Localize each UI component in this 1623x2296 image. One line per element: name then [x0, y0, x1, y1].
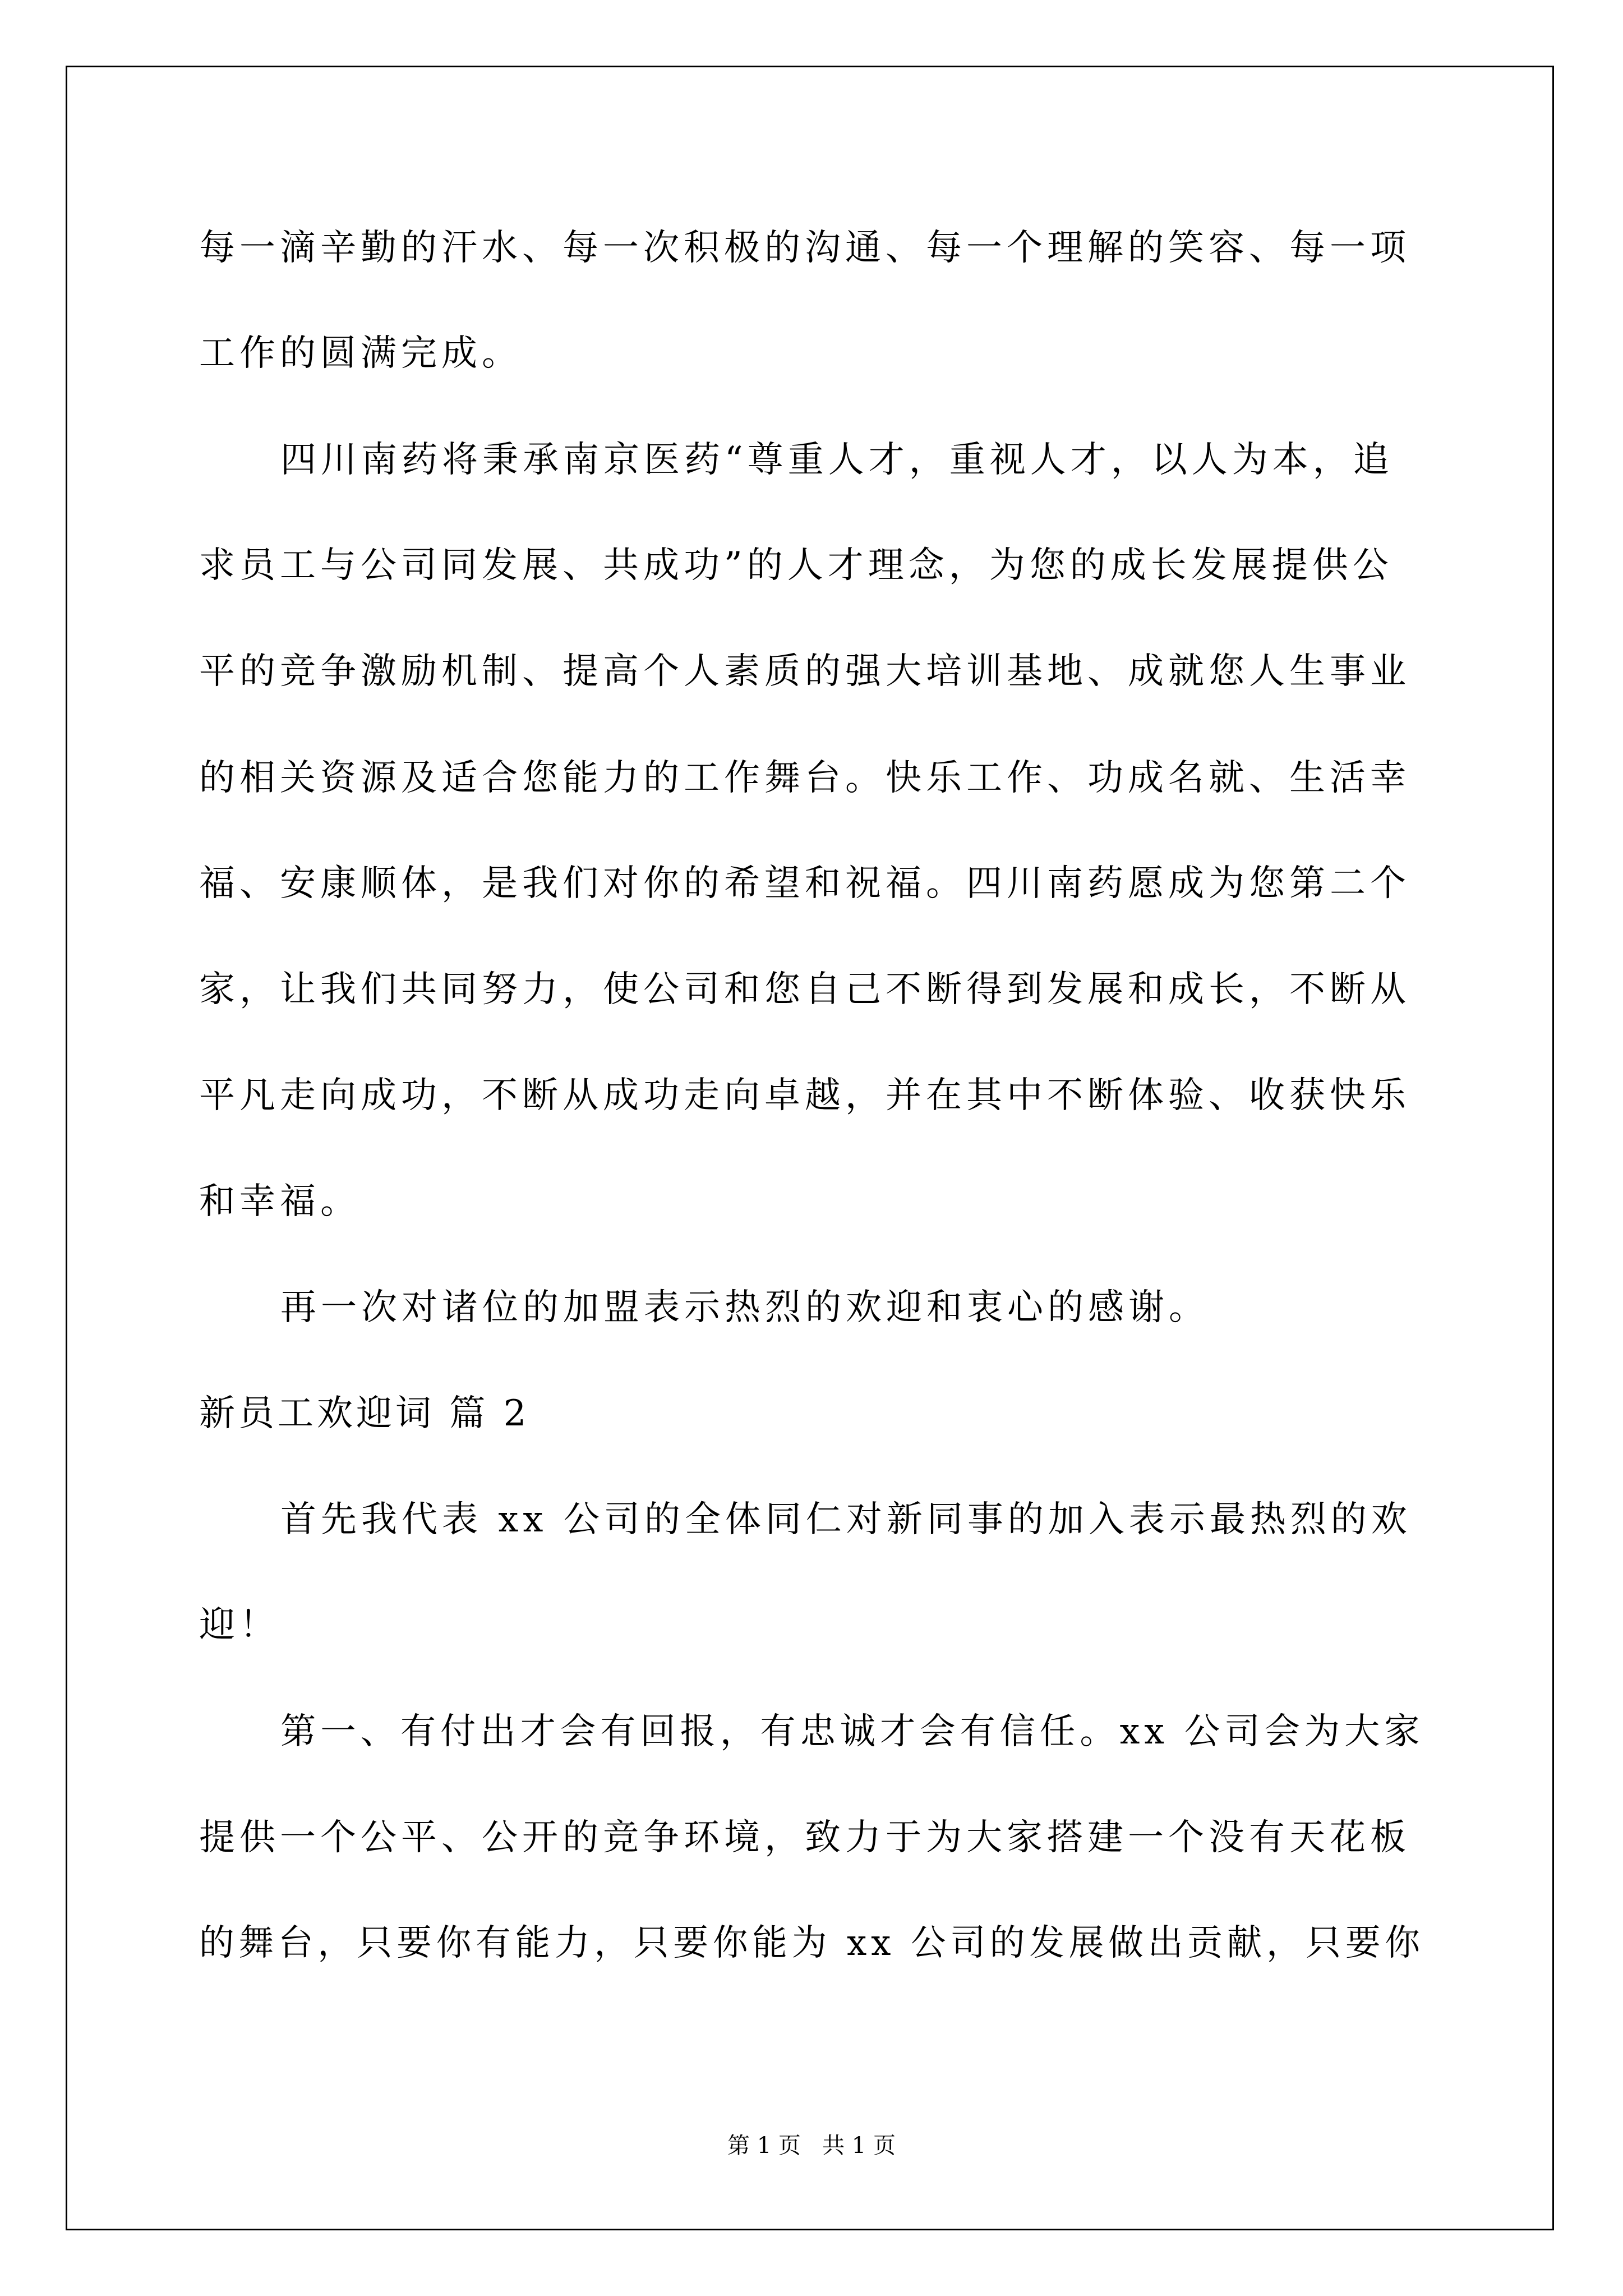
body-line-2: 工作的圆满完成。	[199, 333, 522, 374]
body-line-3: 四川南药将秉承南京医药“尊重人才，重视人才，以人为本，追	[280, 439, 1394, 481]
body-line-1: 每一滴辛勤的汗水、每一次积极的沟通、每一个理解的笑容、每一项	[199, 227, 1410, 269]
body-line-15: 第一、有付出才会有回报，有忠诚才会有信任。xx 公司会为大家	[280, 1711, 1424, 1752]
body-line-7: 福、安康顺体，是我们对你的希望和祝福。四川南药愿成为您第二个	[199, 863, 1410, 904]
body-line-6: 的相关资源及适合您能力的工作舞台。快乐工作、功成名就、生活幸	[199, 757, 1410, 799]
body-line-10: 和幸福。	[199, 1181, 361, 1222]
body-line-13: 首先我代表 xx 公司的全体同仁对新同事的加入表示最热烈的欢	[280, 1499, 1412, 1540]
page-border	[66, 66, 1554, 2230]
body-line-8: 家，让我们共同努力，使公司和您自己不断得到发展和成长，不断从	[199, 969, 1410, 1010]
body-line-16: 提供一个公平、公开的竞争环境，致力于为大家搭建一个没有天花板	[199, 1817, 1410, 1858]
page-footer: 第 1 页 共 1 页	[727, 2133, 896, 2159]
body-line-4: 求员工与公司同发展、共成功”的人才理念，为您的成长发展提供公	[199, 545, 1393, 586]
section-heading: 新员工欢迎词 篇 2	[199, 1393, 530, 1434]
body-line-5: 平的竞争激励机制、提高个人素质的强大培训基地、成就您人生事业	[199, 651, 1410, 692]
body-line-14: 迎！	[199, 1604, 280, 1646]
body-line-11: 再一次对诸位的加盟表示热烈的欢迎和衷心的感谢。	[280, 1287, 1209, 1328]
body-line-9: 平凡走向成功，不断从成功走向卓越，并在其中不断体验、收获快乐	[199, 1075, 1410, 1116]
body-line-17: 的舞台，只要你有能力，只要你能为 xx 公司的发展做出贡献，只要你	[199, 1922, 1424, 1964]
